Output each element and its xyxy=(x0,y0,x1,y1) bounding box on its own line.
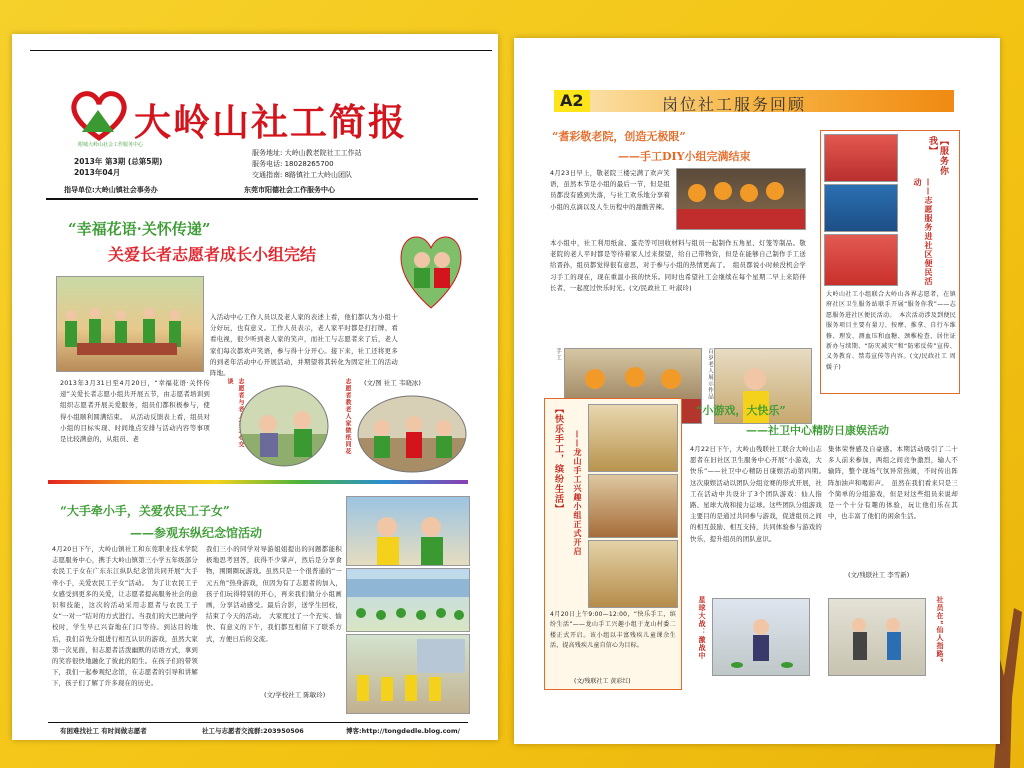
article2-photo-3 xyxy=(346,634,470,714)
contact-route: 交通指南: 8路镇社工大岭山团队 xyxy=(252,171,353,179)
rainbow-divider xyxy=(48,480,468,484)
footer-rule xyxy=(48,722,468,723)
service-photo-2 xyxy=(824,184,898,232)
handcraft-vsub: ——龙山手工兴趣小组正式开启 xyxy=(573,430,582,556)
article2-photo-2 xyxy=(346,568,470,632)
article1-caption-b: 志愿者教老人家做纸同花 xyxy=(344,378,351,455)
heart-logo-icon xyxy=(68,88,130,142)
footer-blog[interactable]: 博客:http://tongdedle.blog.com/ xyxy=(346,727,461,735)
article1-body-right: 入活动中心工作人员以及老人家的表述上看，他们都认为小组十分好玩，也有意义。工作人员表示，老人家平时都是打打牌、看看电视，很少听到老人家的笑声，而社工与志愿者来了后，老人家们每次都欢声笑语，参与得十分开心。接下来，社工还将更多的到老年活动中心开展活动，并期望将其转化为固定社工的活动阵地。 xyxy=(210,313,398,378)
logo-caption: 附城大岭山社会工作服务中心 xyxy=(78,142,144,148)
top-rule xyxy=(30,50,492,51)
r-article1-body-top: 4月23日早上，敬老院三楼完满了欢声笑语，虽然本节是小组的最后一节，但是组员都没有感到失落，与社工欢乐地分享着小组的点滴以及人生历程中的甜酸苦辣。 xyxy=(550,169,670,211)
service-photo-3 xyxy=(824,234,898,286)
r-article1-title-1: “耆彩敬老院，创造无极限” xyxy=(552,130,686,143)
article1-group-photo xyxy=(56,276,204,372)
host-unit: 东莞市阳德社会工作服务中心 xyxy=(244,186,335,194)
r-article3-cap-right: 社员在“仙人指路” xyxy=(936,596,944,664)
article1-body-left: 2013年3月31日至4月20日，“幸福花语·关怀传递”关爱长者志愿小组共开展五节，由志愿者培训到组织志愿者开展关爱服务，组员们都积极参与，使得小组顺利圆满结束。 从活动反馈表上看，组员对小组的目标实现、时间地点安排与活动内容等事项是比较满意的，从组员、老 xyxy=(60,379,210,444)
article1-caption-a: 志愿者与老人家开心交谈 xyxy=(226,378,244,448)
r-article1-body-mid: 本小组中，社工利用纸盒、蛋壳等可回收材料与组员一起制作五角星、灯笼等制品。敬老院的老人平时都是等待着家人过来探望，给自己带物资，但是在能够自己制作手工送给晋孙，组员都觉得很有意思，对于参与小组的热情更高了。 组员都说小时候没机会学习手工的现在，现在重温小孩的快乐。同时也希望社工会继续在每个星期二早上来陪伴长者，一起度过快乐时光。(文/民政社工 叶淑玲) xyxy=(550,239,806,292)
article1-title-2: 关爱长者志愿者成长小组完结 xyxy=(108,245,317,264)
heart-photo xyxy=(396,226,466,312)
handcraft-vtitle: 【快乐手工，缤纷生活】 xyxy=(553,404,563,514)
contact-address: 服务地址: 大岭山教老院社工工作站 xyxy=(252,149,362,157)
issue-line: 2013年 第3期 (总第5期) xyxy=(74,157,163,166)
handcraft-photo-1 xyxy=(588,404,678,472)
handcraft-body: 4月20日上午9:00—12:00，“快乐手工，缤纷生活”——龙山手工兴趣小组于龙山村委二楼正式开启。该小组以丰富残疾儿童课余生活，提高残疾儿童自信心为目标。 xyxy=(550,611,676,650)
article1-title-1: “幸福花语·关怀传递” xyxy=(68,220,211,238)
r-article1-cap-right: 百岁老人展示作品 xyxy=(707,348,713,400)
footer-phone: 社工与志愿者交流群:203950506 xyxy=(202,727,304,735)
handcraft-photo-3 xyxy=(588,540,678,608)
article2-title-1: “大手牵小手，关爱农民工子女” xyxy=(60,504,230,518)
article2-col2: 我们三小的同学对导游姐姐提出的问题都能积极地思考回答，获得不少掌声，然后是分享食物，围圈圈玩游戏。虽然只是一个很普通的“一元五角”热身游戏，但因为有了志愿者的加入，孩子们玩得特别的开心，再来我们做分小组画画，分享活动感受。最后合影，送学生回校，结束了今天的活动。 大家度过了一个充实、愉快、有意义的下午，我们都互相留下了联系方式，方便日后的交流。 xyxy=(206,545,342,643)
article2-sign: (文/学校社工 陈敏玲) xyxy=(264,691,326,699)
r-article3-cap-left: 星球大战：激战中 xyxy=(698,596,706,660)
service-box-title: 【服务你我】 xyxy=(927,136,948,176)
left-page xyxy=(12,34,498,740)
r-article3-title-1: “小游戏，大快乐” xyxy=(696,404,786,417)
r-article1-title-2: ——手工DIY小组完满结束 xyxy=(618,150,751,163)
article2-col1: 4月20日下午，大岭山镇社工和东莞职业技术学院志愿服务中心，携手大岭山镇第三小学五年级部分农民工子女在广东东江纵队纪念馆共同开展“大手牵小手，关爱农民工子女”活动。 为了让农民工子女感受到更多的关爱，让志愿者提高服务社会的意识和技能，这次的活动采用志愿者与农民工子女“一对一”结对的方式进行。当我们的大巴驶向学校时，学生早已兴奋地在门口等待。到达目的地后，我们首先分组进行相互认识的游戏，虽然大家第一次见面，但志愿者活泼幽默的话语方式，拿到的笑容很快地融化了彼此的陌生。在孩子们的带领下，我们一起参观纪念馆，在志愿者的引导和讲解下，孩子们了解了许多现在的历史。 xyxy=(52,545,198,688)
article2-title-2: ——参观东纵纪念馆活动 xyxy=(130,526,263,540)
section-tag: A2 xyxy=(554,90,590,112)
right-page xyxy=(514,38,1000,744)
r-article3-photo-left xyxy=(712,598,810,676)
service-box-subtitle: ——志愿服务进社区便民活动 xyxy=(913,178,933,286)
section-title: 岗位社工服务回顾 xyxy=(662,95,807,114)
service-photo-1 xyxy=(824,134,898,182)
article1-round-photo-a xyxy=(238,384,330,468)
r-article3-col2: 集体荣誉感及自豪感。本期活动吸引了二十多人前来参加，两组之间竞争激烈，输人不输阵，整个现场气氛异常热闹，不时传出阵阵加油声和喝彩声。 虽然在我们看来只是三个简单的分组游戏，但是对这些组员来说却是一个十分有趣的体验，玩让他们乐在其中，也丰富了他们的闲余生活。 xyxy=(828,445,958,521)
date-line: 2013年04月 xyxy=(74,168,121,177)
article1-sign: (文/图 社工 韦晓冰) xyxy=(364,379,421,387)
article1-round-photo-b xyxy=(356,394,468,474)
r-article3-title-2: ——社卫中心精防日康娱活动 xyxy=(746,424,889,437)
r-article1-cap-left: 手工 xyxy=(555,348,561,361)
r-article3-sign: (文/残联社工 李雪新) xyxy=(848,571,910,579)
article2-photo-1 xyxy=(346,496,470,566)
handcraft-photo-2 xyxy=(588,474,678,538)
service-box-body: 大岭山社工小组联合大岭山各界志愿者，在镇府社区卫生服务站联手开展“服务你我”——志愿服务进社区便民活动。 本次活动涉及到便民服务项目主要有量刀、按摩、推拿、自行车维修、理发、测血压和血糖、颈椎检查、居住证新办与续期、“防灾减灾”和“防邪反传”宣传、义务教育、禁毒宣传等内容。(文/民政社工 周媛子) xyxy=(826,291,956,371)
r-article3-col1: 4月22日下午，大岭山残联社工联合大岭山志愿者在旧社区卫生服务中心开展“小游戏，大快乐”——社卫中心精防日康娱活动第四期。 这次康娱活动以团队分组竞赛的形式开展，社工在活动中共设计了3个团队游戏：仙人指路、星球大战和接力运球。这些团队分组游戏主要目的是通过共同参与游戏，促进组员之间的相互鼓励、相互支持，共同体验参与游戏的快乐，提升组员的团队意识。 xyxy=(690,445,829,543)
footer-slogan: 有困难找社工 有时间做志愿者 xyxy=(60,727,147,735)
guidance-unit: 指导单位:大岭山镇社会事务办 xyxy=(64,186,158,194)
contact-phone: 服务电话: 18028265700 xyxy=(252,160,334,168)
handcraft-sign: (文/残联社工 黄彩红) xyxy=(574,678,631,685)
r-article1-photo-top xyxy=(676,168,806,230)
masthead-rule xyxy=(46,198,478,200)
masthead-title: 大岭山社工简报 xyxy=(134,100,407,144)
r-article3-photo-right xyxy=(828,598,926,676)
